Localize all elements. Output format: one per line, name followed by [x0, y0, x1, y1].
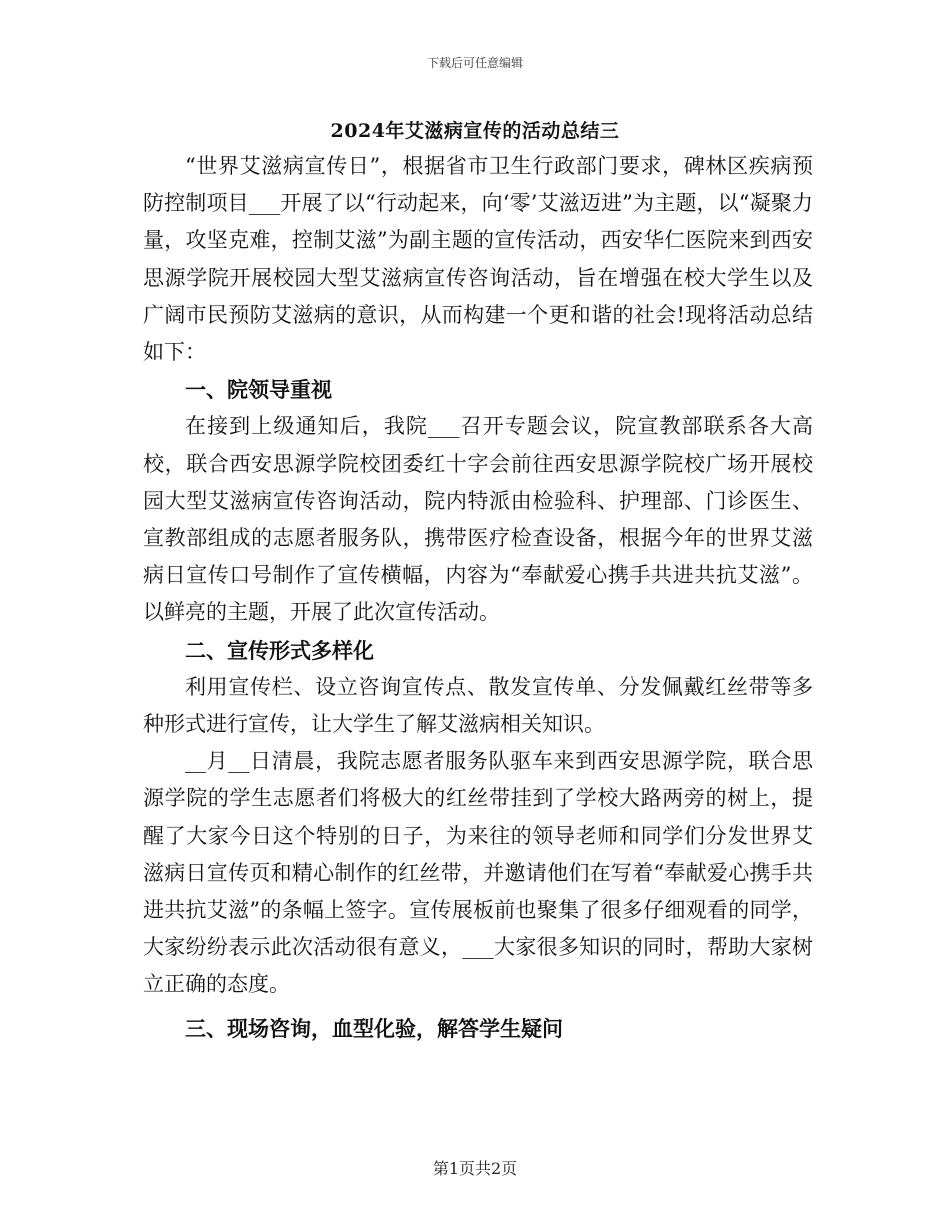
section-1-heading: 一、院领导重视	[185, 377, 332, 403]
section-2-paragraph-1: 利用宣传栏、设立咨询宣传点、散发宣传单、分发佩戴红丝带等多种形式进行宣传，让大学生了解艾滋病相关知识。	[143, 674, 813, 737]
section-2-heading: 二、宣传形式多样化	[185, 637, 374, 663]
section-2-paragraph-2: __月__日清晨，我院志愿者服务队驱车来到西安思源学院，联合思源学院的学生志愿者们将极大的红丝带挂到了学校大路两旁的树上，提醒了大家今日这个特别的日子，为来往的领导老师和同学们分发世界艾滋病日宣传页和精心制作的红丝带，并邀请他们在写着“奉献爱心携手共进共抗艾滋”的条幅上签字。宣传展板前也聚集了很多仔细观看的同学，大家纷纷表示此次活动很有意义，___大家很多知识的同时，帮助大家树立正确的态度。	[143, 749, 813, 997]
section-1-paragraph-1: 在接到上级通知后，我院___召开专题会议，院宣教部联系各大高校，联合西安思源学院校团委红十字会前往西安思源学院校广场开展校园大型艾滋病宣传咨询活动，院内特派由检验科、护理部、门诊医生、宣教部组成的志愿者服务队，携带医疗检查设备，根据今年的世界艾滋病日宣传口号制作了宣传横幅，内容为“奉献爱心携手共进共抗艾滋”。以鲜亮的主题，开展了此次宣传活动。	[143, 414, 813, 625]
header-note: 下载后可任意编辑	[426, 56, 523, 70]
document-body	[143, 148, 813, 1047]
page-number: 第1页共2页	[432, 1159, 518, 1178]
section-3-heading: 三、现场咨询，血型化验，解答学生疑问	[185, 1015, 563, 1041]
intro-paragraph: “世界艾滋病宣传日”，根据省市卫生行政部门要求，碑林区疾病预防控制项目___开展了以“行动起来，向‘零’艾滋迈进”为主题，以“凝聚力量，攻坚克难，控制艾滋”为副主题的宣传活动，西安华仁医院来到西安思源学院开展校园大型艾滋病宣传咨询活动，旨在增强在校大学生以及广阔市民预防艾滋病的意识，从而构建一个更和谐的社会!现将活动总结如下：	[143, 154, 813, 365]
document-title: 2024年艾滋病宣传的活动总结三	[330, 120, 620, 142]
